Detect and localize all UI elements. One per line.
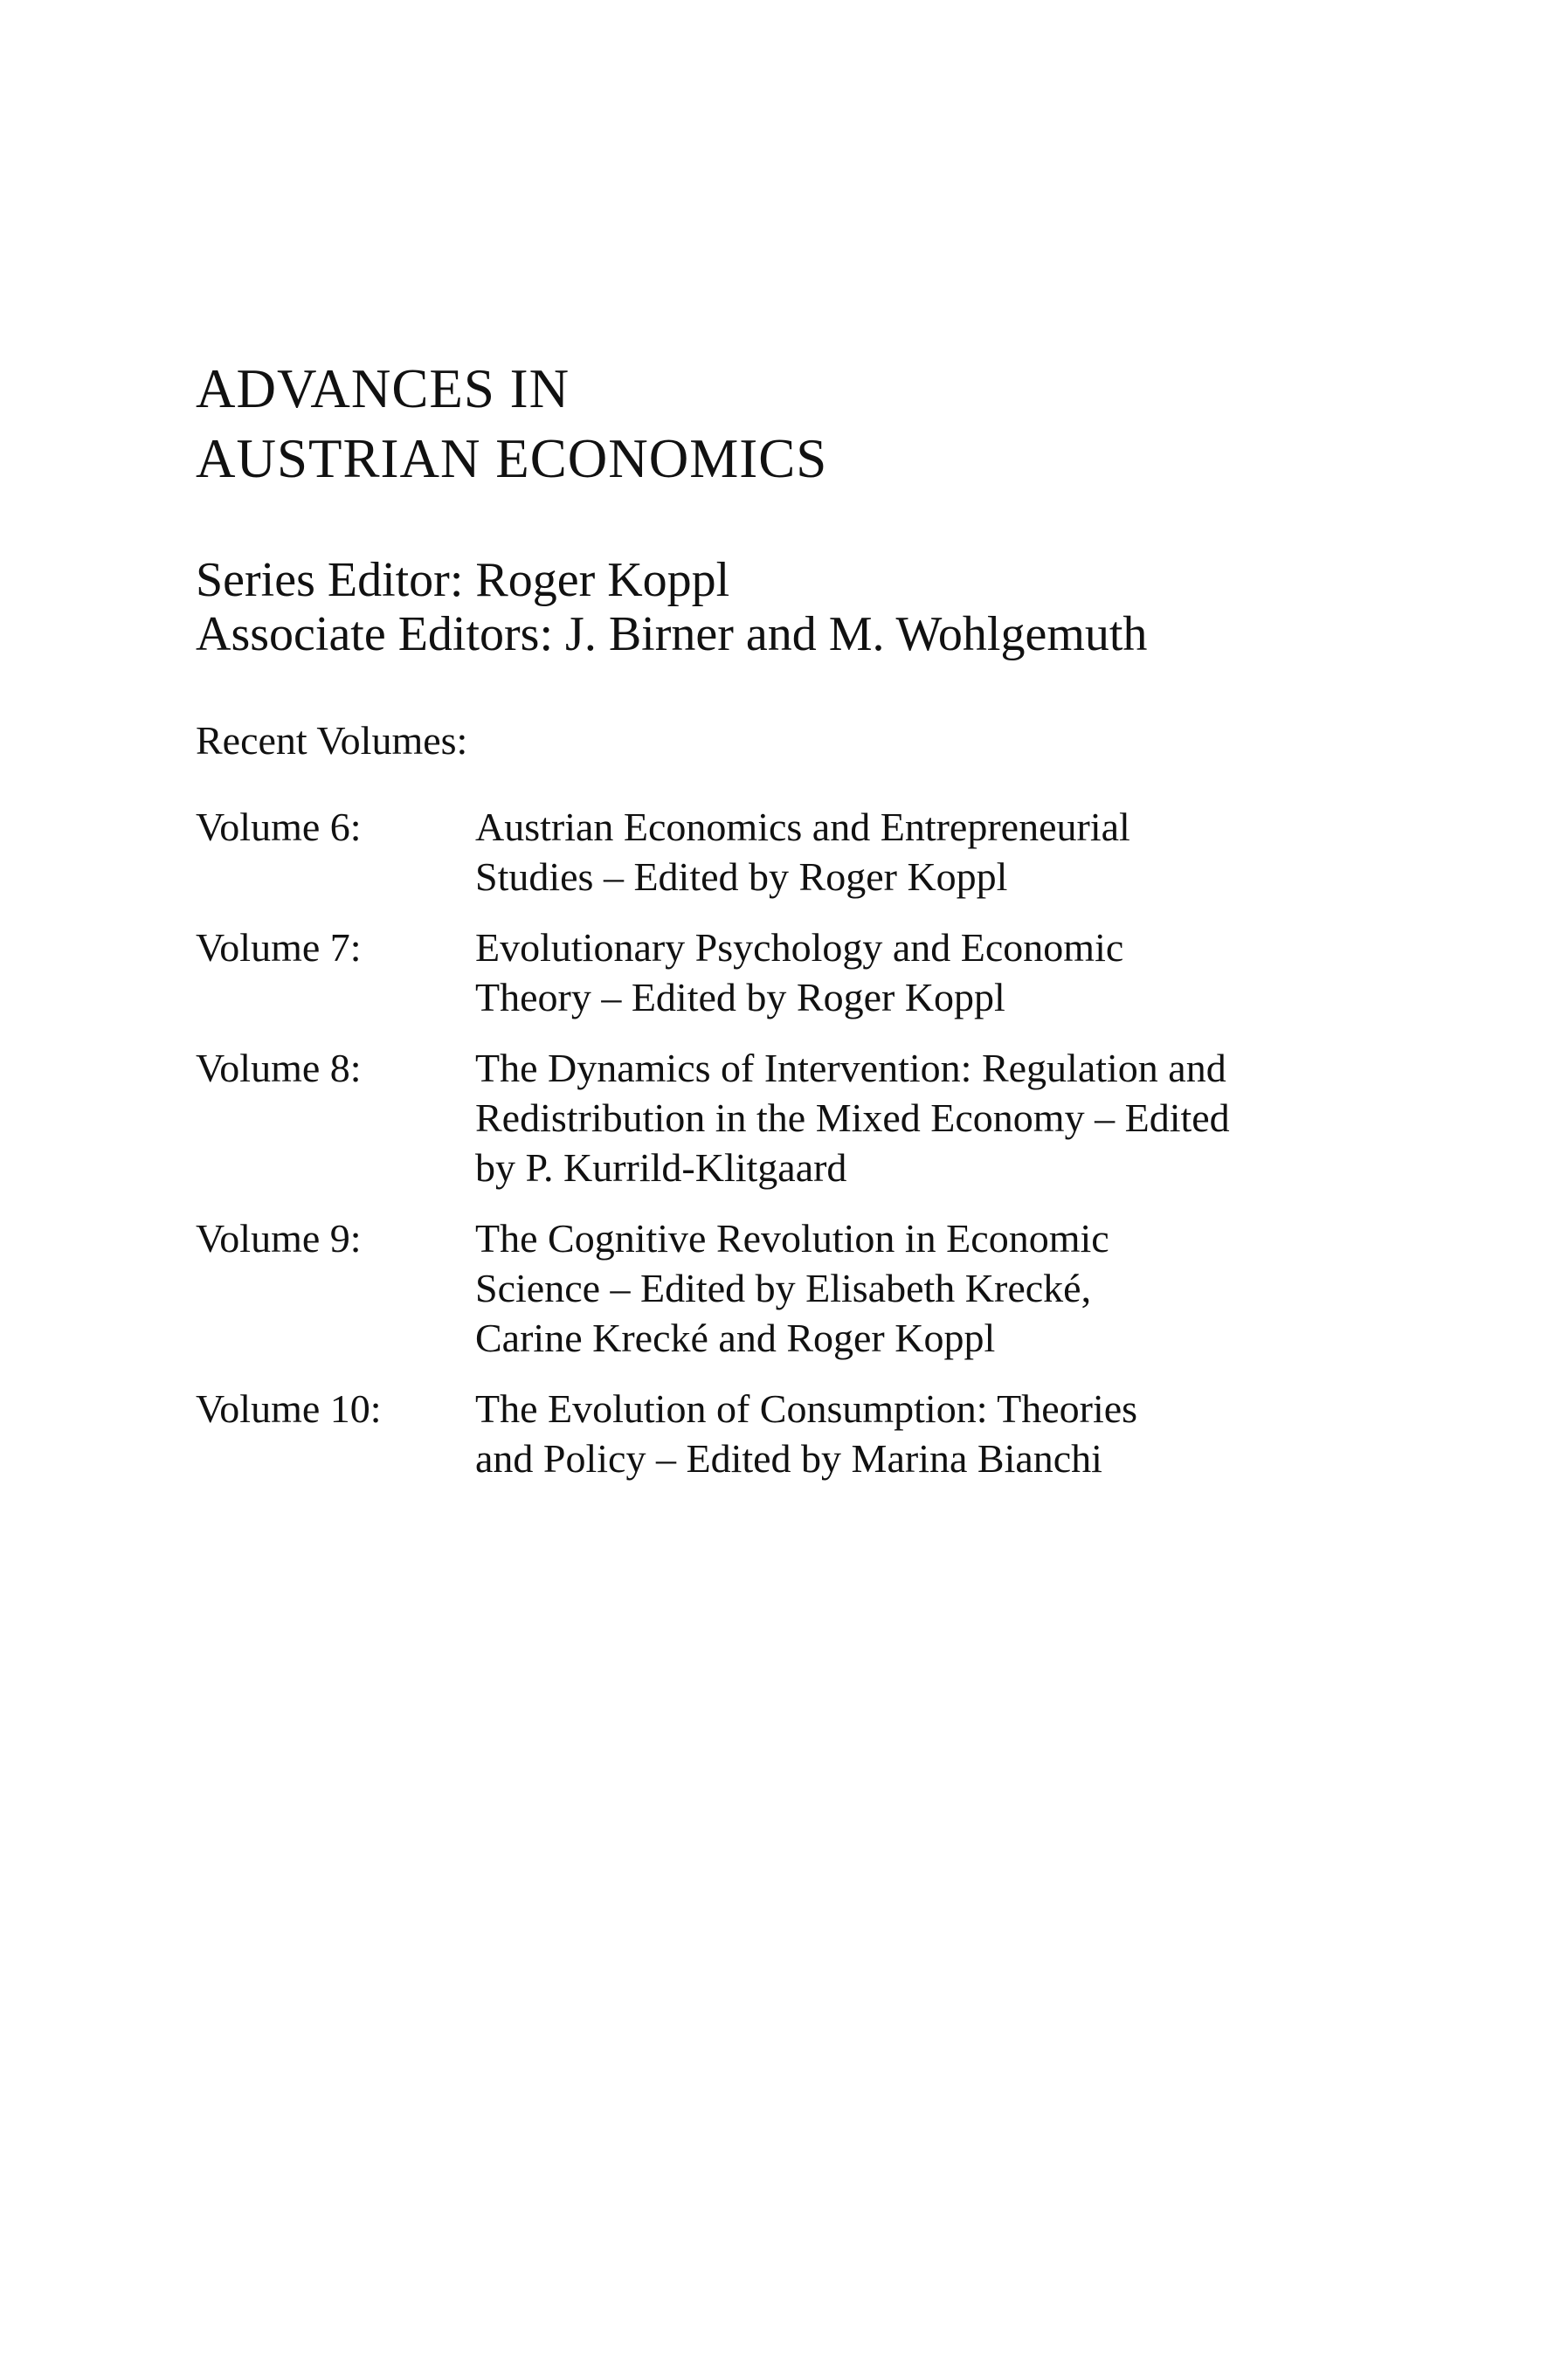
volume-label: Volume 7:: [196, 925, 362, 970]
volume-title-line: The Dynamics of Intervention: Regulation and: [475, 1046, 1226, 1090]
series-title: [196, 354, 827, 494]
volume-title-line: The Cognitive Revolution in Economic: [475, 1216, 1109, 1261]
volume-label: Volume 9:: [196, 1216, 362, 1261]
volume-entry-7: [196, 922, 1419, 1022]
volume-title-line: Studies – Edited by Roger Koppl: [475, 854, 1008, 899]
volume-title-line: Redistribution in the Mixed Economy – Edited: [475, 1095, 1230, 1140]
volume-title: [475, 1213, 1349, 1363]
series-editor: Series Editor: Roger Koppl: [196, 553, 730, 607]
volume-title-line: Science – Edited by Elisabeth Krecké,: [475, 1266, 1092, 1310]
volume-entry-9: [196, 1213, 1419, 1363]
volume-title-line: by P. Kurrild-Klitgaard: [475, 1145, 847, 1190]
volume-title-line: The Evolution of Consumption: Theories: [475, 1386, 1138, 1431]
volume-title: [475, 1043, 1349, 1192]
volume-title-line: Evolutionary Psychology and Economic: [475, 925, 1124, 970]
volume-title: [475, 922, 1349, 1022]
recent-volumes-label: Recent Volumes:: [196, 718, 468, 763]
associate-editors: Associate Editors: J. Birner and M. Wohlgemuth: [196, 607, 1148, 661]
volume-label: Volume 10:: [196, 1386, 382, 1431]
volume-title: [475, 1384, 1349, 1483]
volume-title-line: and Policy – Edited by Marina Bianchi: [475, 1436, 1102, 1481]
volume-title-line: Austrian Economics and Entrepreneurial: [475, 805, 1130, 849]
series-title-line-2: AUSTRIAN ECONOMICS: [196, 428, 828, 489]
volume-label: Volume 8:: [196, 1046, 362, 1090]
volume-list: [196, 802, 1419, 1504]
series-title-line-1: ADVANCES IN: [196, 358, 570, 419]
volume-label: Volume 6:: [196, 805, 362, 849]
volume-title-line: Theory – Edited by Roger Koppl: [475, 975, 1005, 1019]
volume-entry-6: [196, 802, 1419, 902]
volume-title-line: Carine Krecké and Roger Koppl: [475, 1316, 996, 1360]
editors-block: [196, 553, 1147, 661]
volume-entry-10: [196, 1384, 1419, 1483]
volume-title: [475, 802, 1349, 902]
volume-entry-8: [196, 1043, 1419, 1192]
